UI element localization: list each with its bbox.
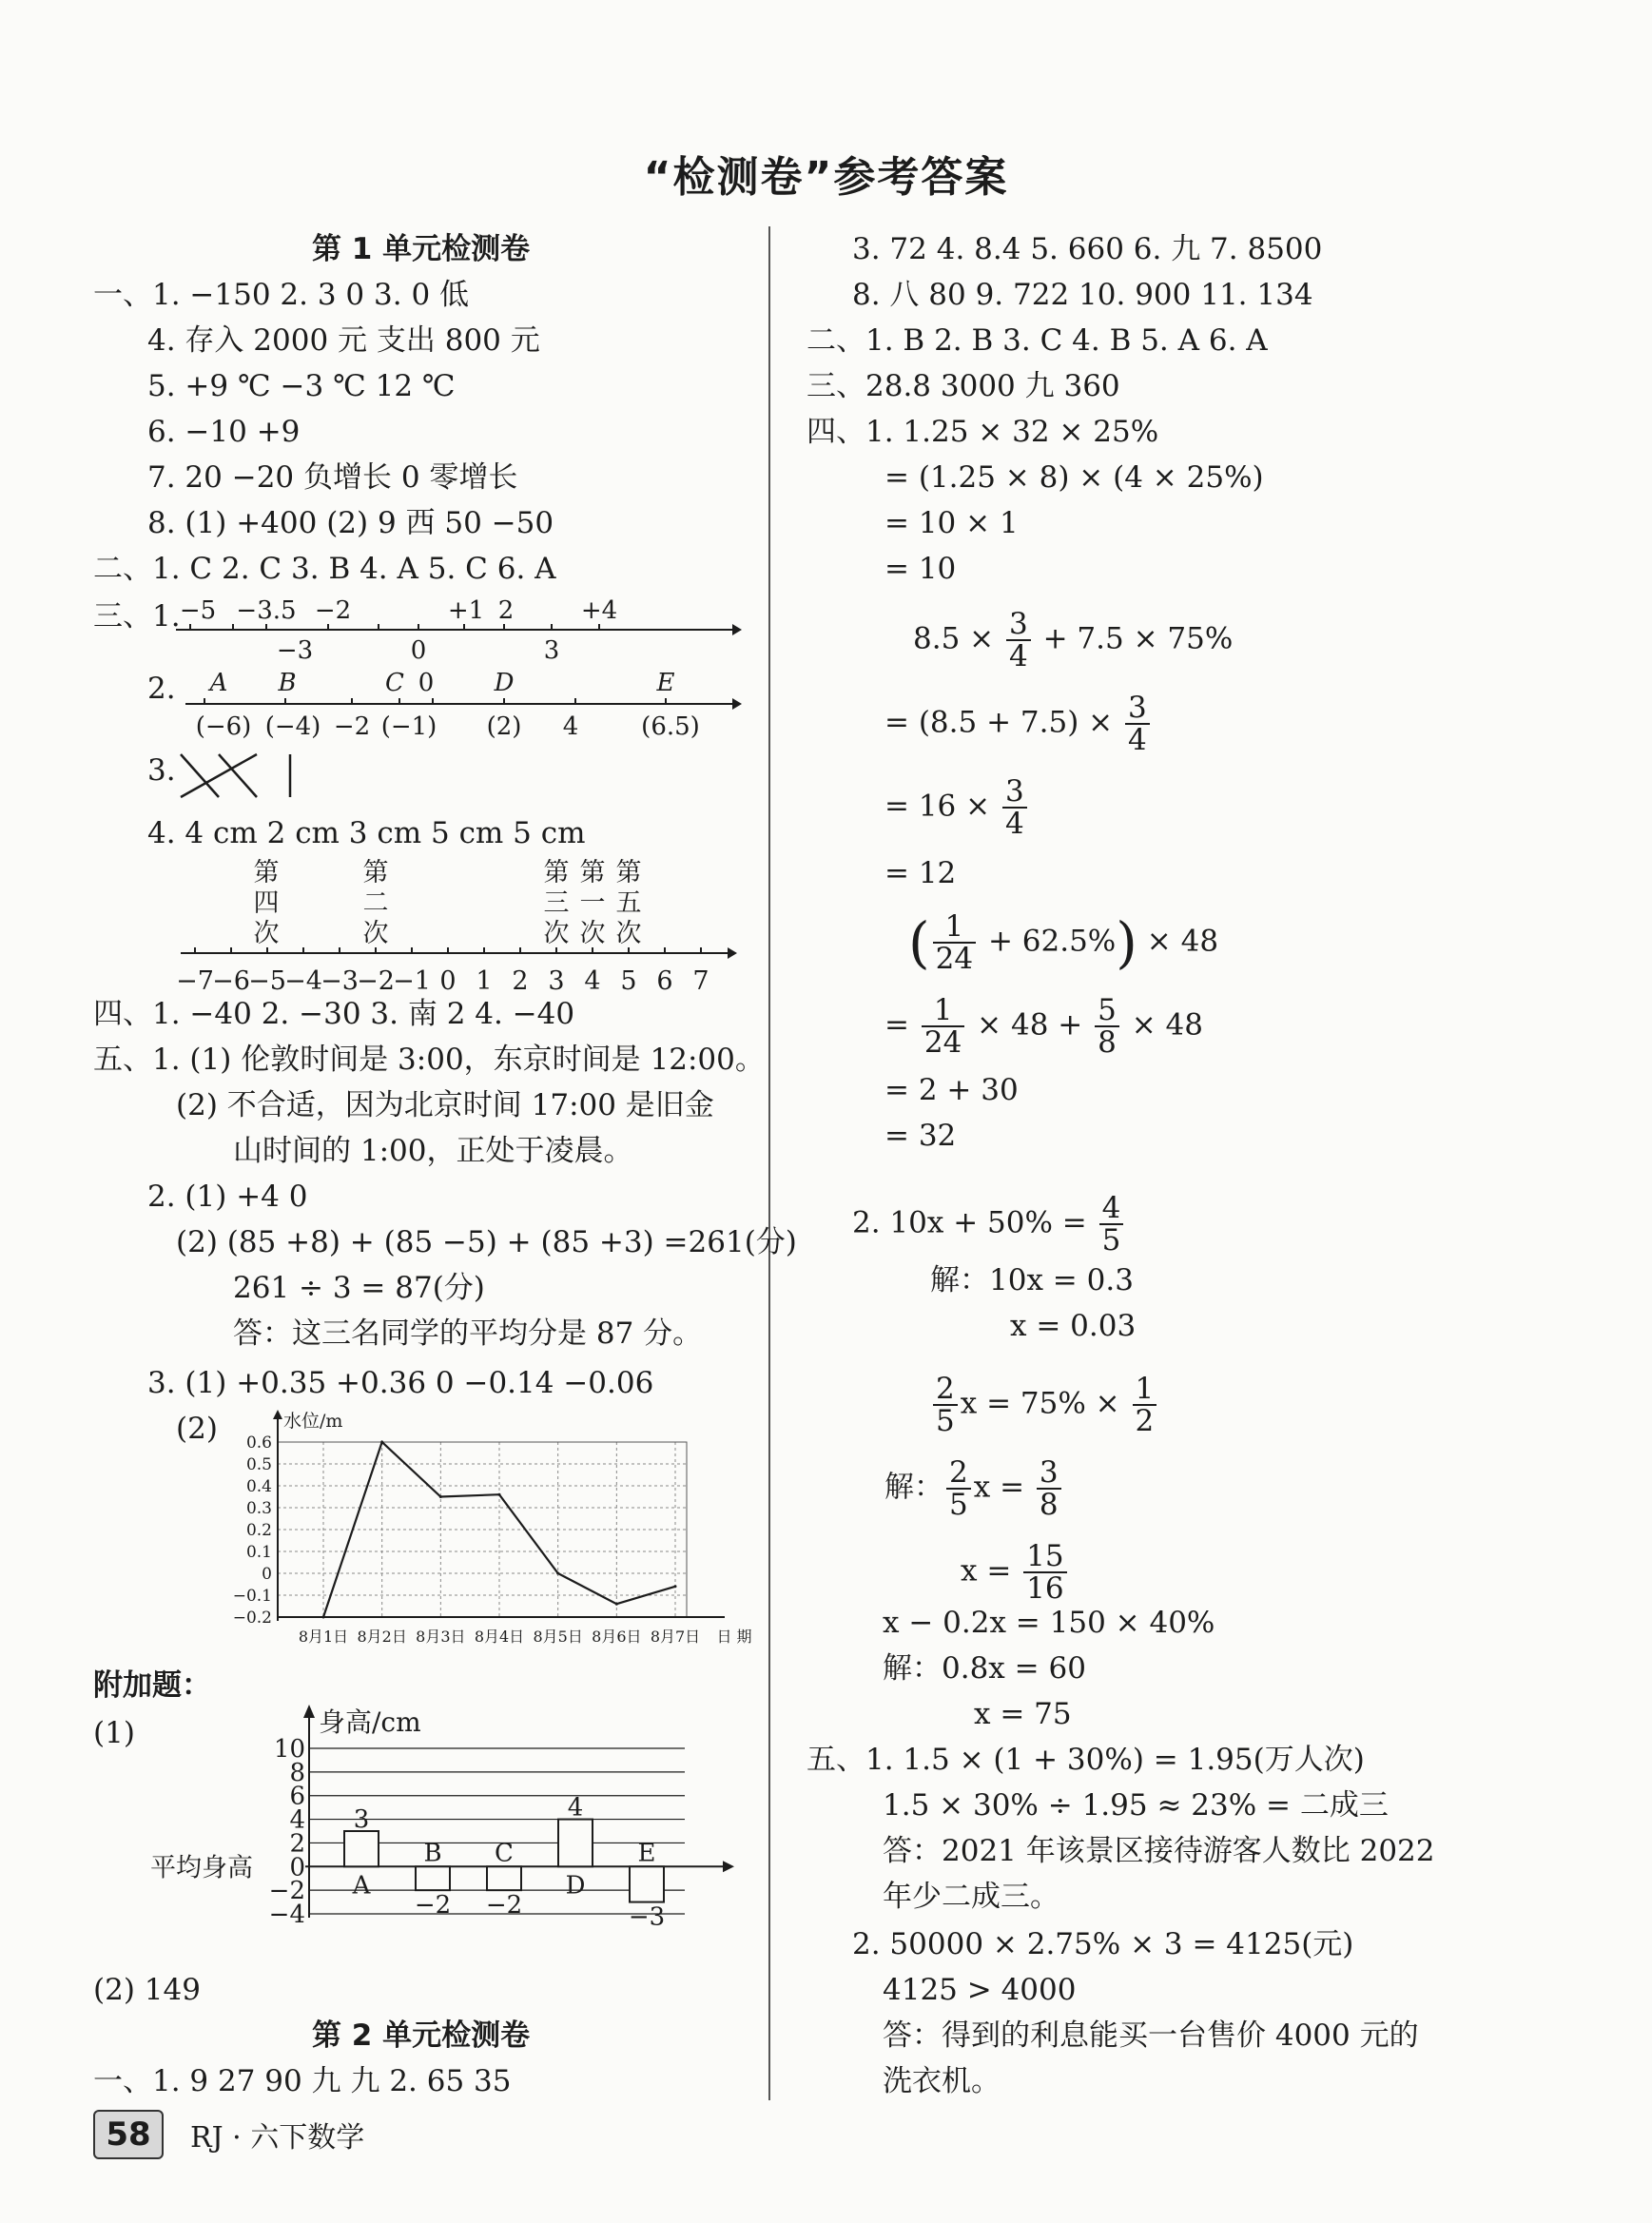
- answer-line: x = 75: [974, 1697, 1072, 1731]
- answer-line: 261 ÷ 3 = 87(分): [233, 1271, 485, 1305]
- nl3-tick-label: 2: [512, 966, 529, 996]
- answer-line: 2. 50000 × 2.75% × 3 = 4125(元): [852, 1927, 1354, 1961]
- denominator: 5: [1101, 1223, 1121, 1258]
- numerator: 3: [1006, 609, 1031, 641]
- answer-line: = 32: [884, 1119, 957, 1153]
- value-label: 4: [567, 1793, 584, 1823]
- y-tick-label: 8: [289, 1758, 305, 1787]
- numerator: 15: [1023, 1541, 1066, 1573]
- x-tick-label: 8月4日: [474, 1628, 525, 1646]
- page-number: 58: [93, 2110, 164, 2159]
- answer-line: 4125 > 4000: [883, 1973, 1077, 2007]
- denominator: 16: [1026, 1571, 1064, 1606]
- data-point: [439, 1495, 442, 1498]
- y-axis-arrow: [273, 1410, 282, 1419]
- bar: [344, 1831, 379, 1866]
- numerator: 3: [1002, 776, 1027, 809]
- numerator: 1: [933, 911, 976, 944]
- water-level-line-chart: [228, 1406, 752, 1663]
- y-axis-label: 身高/cm: [319, 1706, 421, 1738]
- category-label: E: [637, 1839, 656, 1868]
- answer-line: 4. 存入 2000 元 支出 800 元: [147, 323, 540, 358]
- answer-line: 5. +9 ℃ −3 ℃ 12 ℃: [147, 369, 456, 403]
- text: × 48: [1131, 1007, 1203, 1043]
- denominator: 8: [1039, 1488, 1059, 1522]
- math-line: [884, 692, 1153, 755]
- nl3-label: 一: [579, 888, 606, 918]
- bar: [630, 1866, 664, 1901]
- y-tick-label: 4: [289, 1805, 305, 1835]
- y-axis-arrow: [303, 1705, 315, 1718]
- math-line: [908, 911, 1218, 974]
- x-tick-label: 8月2日: [357, 1628, 407, 1646]
- footer-text: RJ · 六下数学: [190, 2121, 365, 2155]
- answer-line: x − 0.2x = 150 × 40%: [883, 1606, 1215, 1640]
- data-point: [380, 1441, 383, 1444]
- answer-line: 答：2021 年该景区接待游客人数比 2022: [883, 1834, 1435, 1868]
- answer-line: 6. −10 +9: [147, 415, 301, 449]
- nl2-value: (−4): [264, 712, 321, 741]
- nl3-tick-label: −7: [176, 966, 214, 996]
- nl3-label: 三: [543, 888, 570, 918]
- number-line-1: [171, 590, 742, 666]
- nl3-tick-label: 3: [548, 966, 565, 996]
- answer-line: 3. (1) +0.35 +0.36 0 −0.14 −0.06: [147, 1366, 654, 1400]
- matching-lines: [176, 750, 309, 807]
- bar: [558, 1820, 593, 1867]
- category-label: D: [565, 1871, 586, 1901]
- math-line: [884, 776, 1030, 839]
- answer-line: (2) 不合适，因为北京时间 17:00 是旧金: [176, 1088, 714, 1122]
- denominator: 5: [936, 1404, 955, 1438]
- text: = 16 ×: [884, 789, 991, 824]
- answer-line: (2) (85 +8) + (85 −5) + (85 +3) =261(分): [176, 1225, 797, 1259]
- answer-line: 7. 20 −20 负增长 0 零增长: [147, 460, 518, 495]
- category-label: B: [423, 1839, 442, 1868]
- text: 2. 10x + 50% =: [852, 1205, 1087, 1240]
- answer-line: 8. (1) +400 (2) 9 西 50 −50: [147, 506, 554, 540]
- math-line: [961, 1541, 1070, 1604]
- y-tick-label: 0.3: [245, 1499, 272, 1518]
- denominator: 24: [935, 942, 974, 976]
- nl3-label: 次: [615, 919, 642, 948]
- fraction: [1095, 995, 1119, 1058]
- fraction: [1133, 1374, 1157, 1436]
- y-tick-label: −4: [268, 1901, 305, 1929]
- math-line: [884, 1457, 1064, 1520]
- y-axis-label: 水位/m: [283, 1411, 343, 1432]
- y-tick-label: 0: [262, 1565, 272, 1584]
- text: x =: [973, 1470, 1025, 1505]
- number-line-3: [176, 854, 747, 997]
- value-label: −3: [628, 1902, 666, 1932]
- denominator: 4: [1009, 639, 1028, 673]
- numerator: 3: [1037, 1457, 1061, 1490]
- nl3-tick-label: −4: [284, 966, 322, 996]
- answer-line: 山时间的 1:00，正处于凌晨。: [233, 1134, 633, 1168]
- answer-line: 答：得到的利息能买一台售价 4000 元的: [883, 2018, 1419, 2053]
- fraction: [1002, 776, 1027, 839]
- text: × 48 +: [977, 1007, 1083, 1043]
- answer-line: 4. 4 cm 2 cm 3 cm 5 cm 5 cm: [147, 816, 586, 850]
- value-label: −2: [485, 1891, 523, 1921]
- nl3-label: 第: [615, 858, 642, 887]
- nl2-value: (−6): [195, 712, 252, 741]
- nl2-letter: A: [209, 669, 228, 697]
- nl3-tick-label: −2: [357, 966, 395, 996]
- nl3-label: 第: [253, 858, 280, 887]
- answer-line: 四、1. −40 2. −30 3. 南 2 4. −40: [93, 997, 575, 1031]
- numerator: 4: [1099, 1193, 1124, 1225]
- nl2-value: 4: [562, 712, 579, 741]
- nl2-letter: C: [385, 669, 404, 697]
- answer-line: = 10 × 1: [884, 506, 1019, 540]
- value-label: 3: [353, 1805, 370, 1834]
- height-bar-chart: [143, 1703, 751, 1940]
- answer-line: (1): [93, 1716, 135, 1750]
- data-point: [322, 1616, 325, 1619]
- nl3-label: 四: [253, 888, 280, 918]
- unit2-heading: 第 2 单元检测卷: [312, 2018, 531, 2053]
- nl3-label: 次: [362, 919, 389, 948]
- x-tick-label: 8月3日: [416, 1628, 466, 1646]
- denominator: 5: [949, 1488, 968, 1522]
- answer-line: 3. 72 4. 8.4 5. 660 6. 九 7. 8500: [852, 232, 1323, 266]
- nl2-value: −2: [333, 712, 371, 741]
- x-axis-label: 日 期: [716, 1628, 752, 1646]
- answer-line: 二、1. B 2. B 3. C 4. B 5. A 6. A: [807, 323, 1268, 358]
- left-paren: (: [908, 910, 930, 975]
- denominator: 24: [923, 1025, 962, 1060]
- nl1-top-label: −3.5: [236, 596, 297, 625]
- fraction: [946, 1457, 971, 1520]
- nl2-letter: B: [278, 669, 297, 697]
- y-tick-label: 0.1: [245, 1543, 272, 1562]
- nl2-letter: 0: [418, 669, 435, 697]
- nl1-top-label: −5: [179, 596, 217, 625]
- data-point: [498, 1493, 501, 1496]
- answer-line: (2) 149: [93, 1973, 201, 2007]
- nl3-tick-label: −1: [393, 966, 431, 996]
- category-label: A: [352, 1871, 371, 1901]
- nl2-value: (−1): [380, 712, 437, 741]
- numerator: 3: [1125, 692, 1150, 725]
- answer-line: 一、1. −150 2. 3 0 3. 0 低: [93, 278, 470, 312]
- math-line: [930, 1374, 1159, 1436]
- fraction: [922, 995, 964, 1058]
- nl3-tick-label: 6: [656, 966, 673, 996]
- answer-line: 五、1. 1.5 × (1 + 30%) = 1.95(万人次): [807, 1743, 1365, 1777]
- text: x =: [961, 1553, 1012, 1589]
- page-title: “检测卷”参考答案: [643, 153, 1009, 202]
- y-tick-label: −2: [268, 1877, 305, 1906]
- column-divider: [768, 226, 770, 2100]
- answer-line: (2): [176, 1412, 218, 1446]
- nl3-tick-label: 4: [584, 966, 601, 996]
- answer-line: 1.5 × 30% ÷ 1.95 ≈ 23% = 二成三: [883, 1788, 1389, 1823]
- answer-line: 一、1. 9 27 90 九 九 2. 65 35: [93, 2064, 512, 2098]
- nl2-letter: D: [494, 669, 515, 697]
- denominator: 2: [1135, 1404, 1155, 1438]
- nl3-tick-label: 1: [476, 966, 493, 996]
- denominator: 8: [1098, 1025, 1117, 1060]
- fraction: [1037, 1457, 1061, 1520]
- answer-line: 洗衣机。: [883, 2064, 1001, 2098]
- nl2-value: (6.5): [641, 712, 700, 741]
- nl3-label: 次: [579, 919, 606, 948]
- nl1-bottom-label: 3: [543, 636, 560, 665]
- text: + 7.5 × 75%: [1042, 621, 1234, 656]
- denominator: 4: [1128, 723, 1147, 757]
- data-point: [556, 1572, 559, 1575]
- nl3-label: 五: [615, 888, 642, 918]
- number-line-2: [181, 656, 742, 742]
- nl3-tick-label: 7: [692, 966, 709, 996]
- answer-line: 8. 八 80 9. 722 10. 900 11. 134: [852, 278, 1313, 312]
- nl3-tick-label: 5: [620, 966, 637, 996]
- answer-line: 二、1. C 2. C 3. B 4. A 5. C 6. A: [93, 552, 556, 586]
- y-tick-label: 2: [289, 1829, 305, 1859]
- text: = (8.5 + 7.5) ×: [884, 705, 1114, 740]
- numerator: 1: [1133, 1374, 1157, 1406]
- text: 8.5 ×: [913, 621, 995, 656]
- answer-line: = 12: [884, 856, 957, 890]
- y-tick-label: 0.2: [245, 1521, 272, 1540]
- y-tick-label: 0: [289, 1853, 305, 1882]
- nl1-top-label: +1: [447, 596, 485, 625]
- numerator: 5: [1095, 995, 1119, 1027]
- nl3-tick-label: −5: [248, 966, 286, 996]
- data-point: [615, 1603, 618, 1606]
- answer-line: 年少二成三。: [883, 1880, 1059, 1914]
- x-tick-label: 8月6日: [592, 1628, 642, 1646]
- text: =: [884, 1007, 909, 1043]
- x-axis-arrow: [723, 1861, 734, 1872]
- answer-line: = 10: [884, 552, 957, 586]
- nl3-label: 二: [362, 888, 389, 918]
- text: x = 75% ×: [960, 1386, 1120, 1421]
- y-tick-label: 10: [273, 1735, 305, 1764]
- answer-line: 五、1. (1) 伦敦时间是 3:00，东京时间是 12:00。: [93, 1043, 765, 1077]
- fraction: [933, 911, 976, 974]
- unit1-heading: 第 1 单元检测卷: [312, 232, 531, 266]
- text: × 48: [1146, 924, 1219, 959]
- nl3-label: 次: [253, 919, 280, 948]
- answer-line: = (1.25 × 8) × (4 × 25%): [884, 460, 1264, 495]
- fraction: [1125, 692, 1150, 755]
- y-tick-label: −0.1: [232, 1587, 272, 1606]
- x-tick-label: 8月5日: [533, 1628, 583, 1646]
- nl3-label: 第: [579, 858, 606, 887]
- answer-line: 解：0.8x = 60: [883, 1651, 1086, 1686]
- fraction: [1023, 1541, 1066, 1604]
- nl3-label: 次: [543, 919, 570, 948]
- x-tick-label: 8月1日: [298, 1628, 349, 1646]
- numerator: 1: [922, 995, 964, 1027]
- math-line: [884, 995, 1203, 1058]
- y-tick-label: −0.2: [232, 1609, 272, 1628]
- y-tick-label: 6: [289, 1782, 305, 1811]
- row-label: 平均身高: [150, 1853, 253, 1883]
- answer-line: 答：这三名同学的平均分是 87 分。: [233, 1316, 703, 1351]
- plot-border: [278, 1442, 687, 1617]
- nl3-tick-label: −3: [321, 966, 359, 996]
- math-line: [852, 1193, 1126, 1256]
- nl1-top-label: −2: [314, 596, 352, 625]
- denominator: 4: [1004, 807, 1024, 841]
- numerator: 2: [933, 1374, 958, 1406]
- x-tick-label: 8月7日: [650, 1628, 701, 1646]
- text: 解：: [884, 1470, 943, 1505]
- answer-line: 三、28.8 3000 九 360: [807, 369, 1120, 403]
- answer-line: = 2 + 30: [884, 1073, 1019, 1107]
- right-paren: ): [1116, 910, 1137, 975]
- section-label: 2.: [147, 672, 176, 706]
- y-tick-label: 0.4: [245, 1477, 272, 1496]
- nl1-bottom-label: −3: [276, 636, 314, 665]
- answer-line: 2. (1) +4 0: [147, 1180, 308, 1214]
- fraction: [933, 1374, 958, 1436]
- category-label: C: [495, 1839, 514, 1868]
- nl1-top-label: +4: [580, 596, 618, 625]
- nl3-tick-label: 0: [439, 966, 457, 996]
- data-point: [674, 1585, 677, 1588]
- y-tick-label: 0.6: [245, 1433, 272, 1453]
- nl1-bottom-label: 0: [410, 636, 427, 665]
- bar: [416, 1866, 450, 1890]
- text: + 62.5%: [987, 924, 1117, 959]
- nl2-letter: E: [656, 669, 675, 697]
- y-tick-label: 0.5: [245, 1455, 272, 1474]
- answer-line: 四、1. 1.25 × 32 × 25%: [807, 415, 1159, 449]
- fraction: [1006, 609, 1031, 672]
- nl3-label: 第: [543, 858, 570, 887]
- nl3-label: 第: [362, 858, 389, 887]
- nl2-value: (2): [486, 712, 522, 741]
- section-label: 3.: [147, 753, 176, 788]
- bar: [487, 1866, 521, 1890]
- answer-line: x = 0.03: [1010, 1309, 1137, 1343]
- answer-line: 解：10x = 0.3: [930, 1263, 1134, 1297]
- nl1-top-label: 2: [497, 596, 515, 625]
- nl3-tick-label: −6: [212, 966, 250, 996]
- extra-heading: 附加题：: [93, 1668, 211, 1703]
- value-label: −2: [414, 1891, 452, 1921]
- numerator: 2: [946, 1457, 971, 1490]
- fraction: [1099, 1193, 1124, 1256]
- math-line: [913, 609, 1233, 672]
- section-label: 三、1.: [93, 599, 181, 634]
